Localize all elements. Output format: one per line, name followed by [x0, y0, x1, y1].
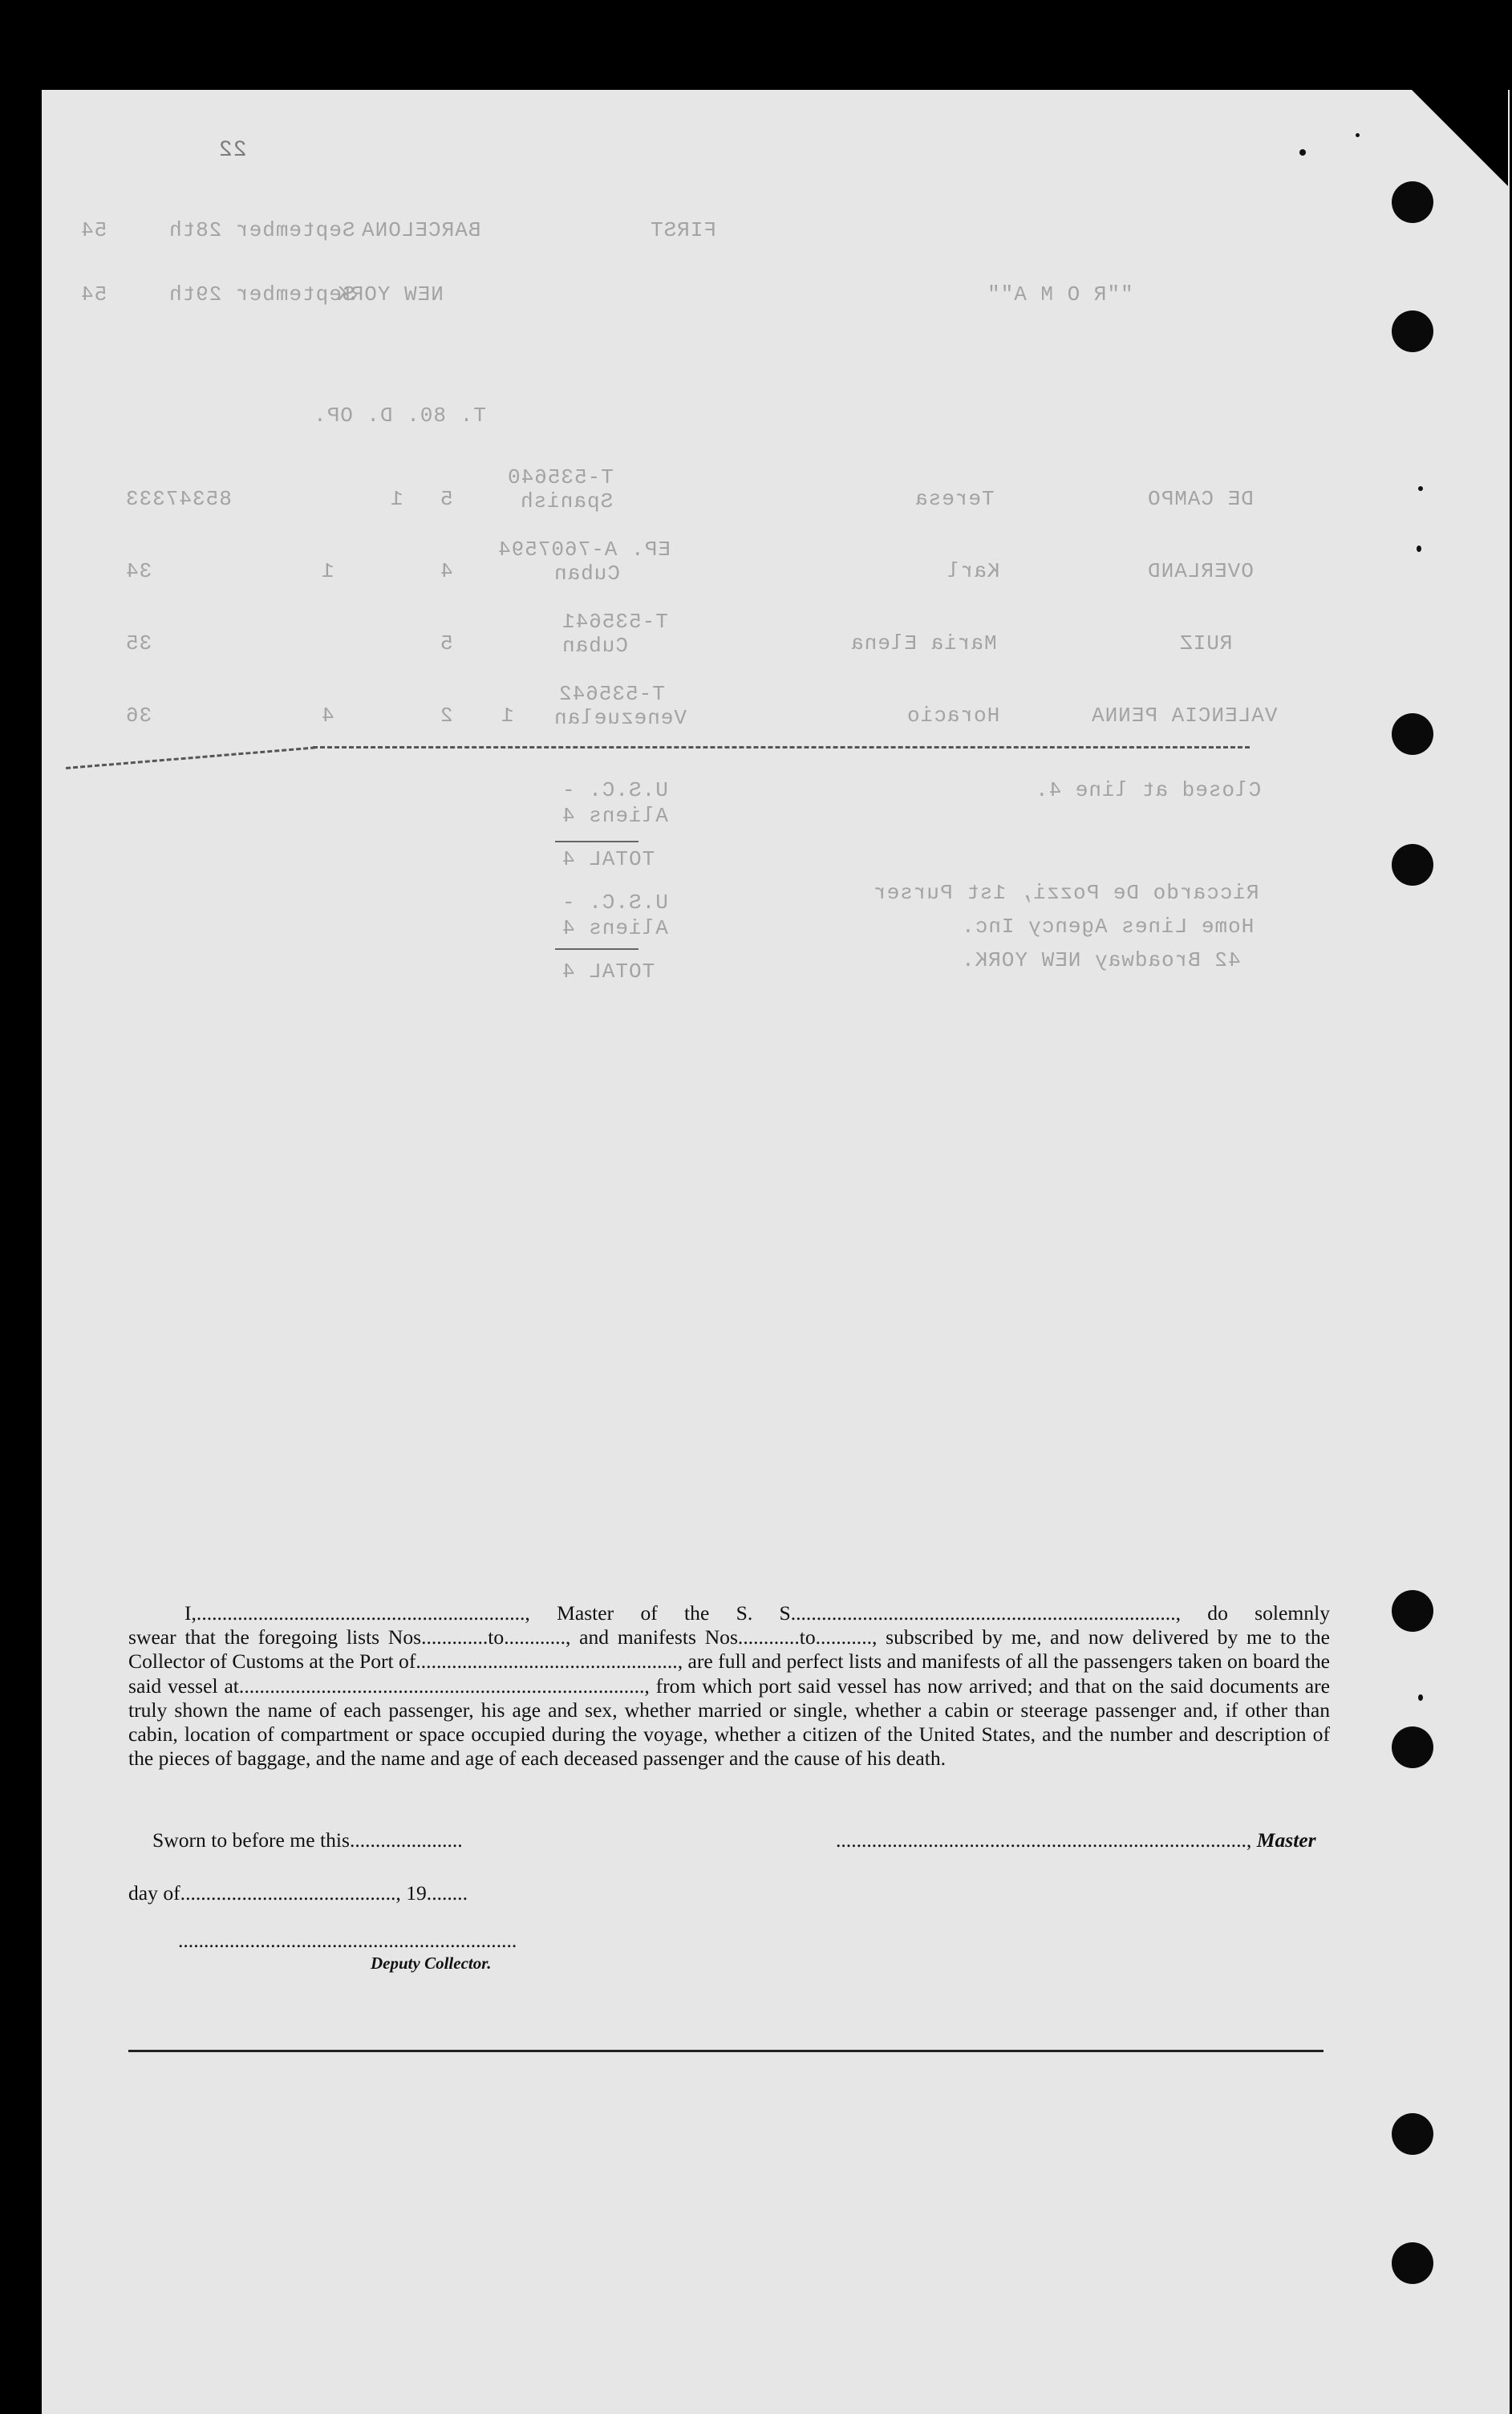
bleed-row-surname: VALENCIA PENNA	[1091, 704, 1278, 728]
bleed-date-1: September 28th	[168, 218, 355, 242]
bleed-row-num: 34	[125, 559, 152, 583]
bleed-row-num: 85347333	[125, 487, 232, 511]
master-label: Master	[1256, 1828, 1316, 1852]
binder-hole	[1392, 1726, 1433, 1768]
bleed-dashed-rule	[313, 746, 1250, 749]
speck	[1418, 1694, 1423, 1701]
bleed-page-number: 22	[218, 138, 247, 163]
bleed-row-surname: OVERLAND	[1147, 559, 1254, 583]
master-signature-dots: ................................................................................,	[836, 1828, 1252, 1852]
bleed-row-doc: T-535642	[558, 682, 665, 706]
deputy-collector-label: Deputy Collector.	[371, 1954, 492, 1973]
bleed-row-nat: Venezuelan	[553, 706, 687, 730]
bleed-row-nat: Cuban	[561, 634, 629, 658]
bleed-row-col1: 5	[440, 487, 453, 511]
bleed-totals1-b: Aliens 4	[561, 804, 668, 828]
bleed-row-col2: 1	[390, 487, 403, 511]
speck	[1418, 486, 1423, 491]
bleed-row-col3: 4	[321, 704, 334, 728]
bleed-row-surname: DE CAMPO	[1147, 487, 1254, 511]
bleed-row-given: Horacio	[906, 704, 1000, 728]
manifest-page	[42, 90, 1510, 2414]
bleed-signature-2: Home Lines Agency Inc.	[961, 915, 1255, 939]
bleed-port-2: NEW YORK	[337, 282, 444, 306]
bleed-class: FIRST	[650, 218, 717, 242]
binder-hole	[1392, 844, 1433, 886]
bleed-year-1: 54	[80, 218, 107, 242]
bleed-row-col1: 5	[440, 631, 453, 655]
bleed-row-given: Teresa	[914, 487, 995, 511]
bleed-row-doc: T-535640	[507, 465, 614, 489]
speck	[1299, 149, 1306, 156]
bottom-rule	[128, 2050, 1324, 2052]
bleed-totals2-b: Aliens 4	[561, 916, 668, 940]
bleed-row-num: 36	[125, 704, 152, 728]
bleed-row-doc: T-535641	[561, 610, 668, 634]
bleed-row-col2: 2	[440, 704, 453, 728]
bleed-row-col2: 1	[321, 559, 334, 583]
bleed-row-surname: RUIZ	[1179, 631, 1233, 655]
bleed-row-doc: EP. A-7607594	[497, 538, 671, 562]
binder-hole	[1392, 2113, 1433, 2155]
oath-line-1: I,................................................................, Master of the S. S..........................................................................., do solemnly	[184, 1601, 1330, 1625]
bleed-port-1: BARCELONA	[361, 218, 481, 242]
master-signature-line	[836, 1828, 1316, 1852]
bleed-date-2: September 29th	[168, 282, 355, 306]
bleed-total-rule	[555, 841, 638, 842]
bleed-row-nat: Spanish	[520, 489, 614, 513]
binder-hole	[1392, 2242, 1433, 2284]
binder-hole	[1392, 713, 1433, 755]
bleed-row-nat: Cuban	[553, 562, 621, 586]
master-oath	[128, 1601, 1330, 1771]
speck	[1417, 546, 1421, 552]
bleed-ref: T. 80. D. OP.	[313, 404, 486, 428]
bleed-totals1-c: TOTAL 4	[561, 847, 655, 871]
bleed-row-given: Karl	[947, 559, 1000, 583]
page-corner-cut	[1412, 90, 1508, 186]
binder-hole	[1392, 310, 1433, 352]
oath-body: swear that the foregoing lists Nos.............to............, and manifests Nos............to..........., subscribed by me, and now delivered by me to the Collector of Customs at the Port of..................................................., are full and perfect lists and manifests of all the passengers taken on board the said vessel at..............................................................................., from which port said vessel has now arrived; and that on the said documents are truly shown the name of each passenger, his age and sex, whether married or single, whether a cabin or steerage passenger and, if other than cabin, location of compartment or space occupied during the voyage, whether a citizen of the United States, and the number and description of the pieces of baggage, and the name and age of each deceased passenger and the cause of his death.	[128, 1625, 1330, 1771]
bleed-closed: Closed at line 4.	[1035, 778, 1262, 802]
day-line: day of.........................................., 19........	[128, 1881, 468, 1905]
bleed-row-col1: 1	[501, 704, 514, 728]
bleed-row-num: 35	[125, 631, 152, 655]
bleed-row-col1: 4	[440, 559, 453, 583]
bleed-signature-3: 42 Broadway NEW YORK.	[961, 948, 1241, 972]
binder-hole	[1392, 181, 1433, 223]
speck	[1356, 133, 1360, 137]
binder-hole	[1392, 1590, 1433, 1632]
bleed-total-rule	[555, 948, 638, 950]
bleed-ship: ""R O M A""	[987, 282, 1133, 306]
bleed-row-given: Maria Elena	[850, 631, 997, 655]
bleed-totals1-a: U.S.C. -	[561, 778, 668, 802]
bleed-signature-1: Riccardo De Pozzi, 1st Purser	[873, 881, 1259, 905]
deputy-dots: ..................................................................	[178, 1929, 517, 1952]
bleed-year-2: 54	[80, 282, 107, 306]
bleed-totals2-a: U.S.C. -	[561, 891, 668, 915]
sworn-line: Sworn to before me this......................	[152, 1828, 463, 1852]
bleed-totals2-c: TOTAL 4	[561, 960, 655, 984]
